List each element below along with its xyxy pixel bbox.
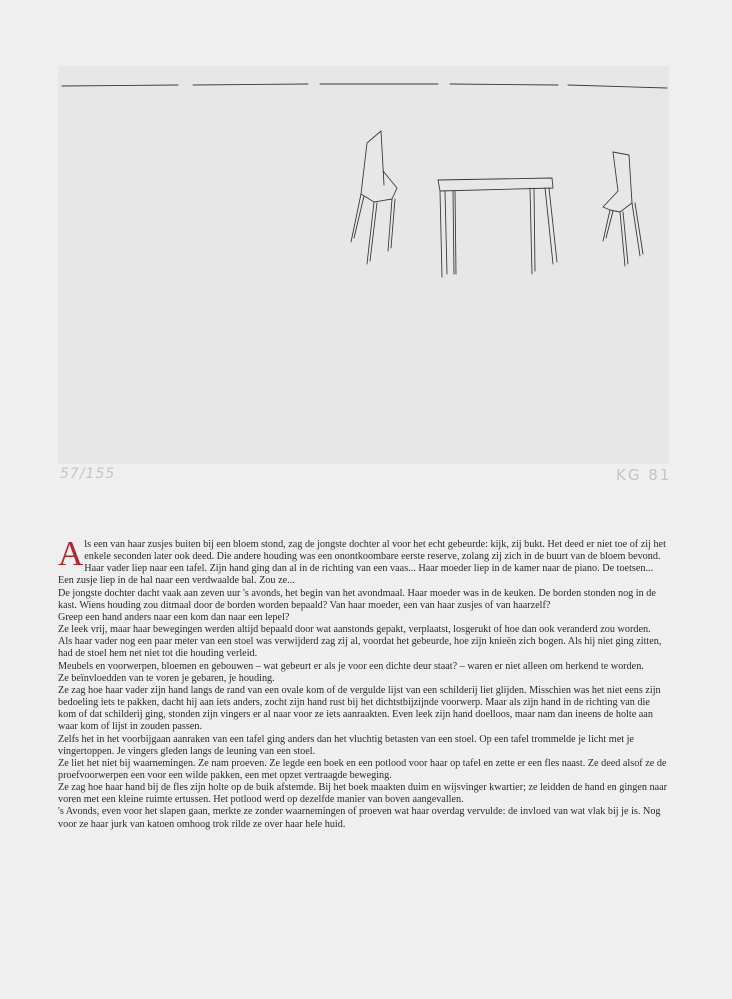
right-chair [603, 152, 643, 266]
table [438, 178, 557, 277]
story-text [58, 534, 670, 831]
paragraph: Zelfs het in het voorbijgaan aanraken van een tafel ging anders dan het vluchtig betasten van een stoel. Op een tafel trommelde je licht met je vingertoppen. Je vingers gleden langs de leuning van een stoel. [58, 733, 634, 757]
paragraph: Ze beïnvloedden van te voren je gebaren, je houding. [58, 672, 275, 684]
drawing-plate [58, 66, 669, 464]
artist-monogram: KG 81 [616, 466, 672, 484]
paragraph: Ze leek vrij, maar haar bewegingen werden altijd bepaald door wat aanstonds gepakt, verplaatst, losgerukt of hoe dan ook veranderd zou worden. [58, 624, 651, 636]
paragraph: 's Avonds, even voor het slapen gaan, merkte ze zonder waarnemingen of proeven wat haar overdag vervulde: de invloed van wat vlak bij je is. Nog voor ze haar jurk van katoen omhoog trok rilde ze over haar hele huid. [58, 806, 661, 830]
horizon-line [62, 84, 667, 88]
paragraph: Meubels en voorwerpen, bloemen en gebouwen – wat gebeurt er als je voor een dichte deur staat? – waren er niet alleen om herkend te worden. [58, 660, 644, 672]
drop-cap: A [58, 534, 84, 573]
paragraph: Ze zag hoe haar hand bij de fles zijn holte op de buik afstemde. Bij het boek maakten duim en wijsvinger kwartier; ze leidden de hand en gingen naar voren met een kleine ruimte ertussen. Het potlood werd op dezelfde manier van boven aangevallen. [58, 782, 668, 806]
paragraph: Ze liet het niet bij waarnemingen. Ze nam proeven. Ze legde een boek en een potlood voor haar op tafel en zette er een fles naast. Ze deed alsof ze de proefvoorwerpen een voor een wilde pakken, een met opzet vertraagde beweging. [58, 757, 667, 781]
left-chair [351, 131, 397, 264]
paragraph: De jongste dochter dacht vaak aan zeven uur 's avonds, het begin van het avondmaal. Haar moeder was in de keuken. De borden stonden nog in de kast. Wiens houding zou ditmaal door de borden worden bepaald? Van haar moeder, een van haar zusjes of van haarzelf? [58, 587, 656, 611]
line-drawing [58, 66, 669, 464]
paragraph: Greep een hand anders naar een kom dan naar een lepel? [58, 611, 290, 623]
first-paragraph [58, 534, 670, 573]
paragraph: Ze zag hoe haar vader zijn hand langs de rand van een ovale kom of de vergulde lijst van een schilderij liet glijden. Misschien was het niet eens zijn bedoeling iets te pakken, dacht hij aan iets anders, zocht zijn hand rust bij het dichtstbijzijnde voorwerp. Maar als zijn hand in de richting van die kom of dat schilderij ging, stonden zijn vingers er al naar voor ze iets aanraakten. Even leek zijn hand doelloos, maar nam dan ineens de holte aan waar kom of lijst in zouden passen. [58, 684, 661, 733]
first-paragraph-text: ls een van haar zusjes buiten bij een bloem stond, zag de jongste dochter al voor het echt gebeurde: kijk, zij bukt. Het deed er niet toe of zij het enkele seconden later ook deed. Die andere houding was een onontkoombare eerste reserve, zolang zij zich in de buurt van de bloem bevond. [84, 539, 666, 563]
paragraph: Als haar vader nog een paar meter van een stoel was verwijderd zag zij al, voordat het gebeurde, hoe zijn knieën zich bogen. Als hij niet ging zitten, had de stoel hem net niet tot die houding verleid. [58, 636, 662, 660]
paragraph: Haar vader liep naar een tafel. Zijn hand ging dan al in de richting van een vaas... Haar moeder liep in de kamer naar de piano. De toetsen... Een zusje liep in de hal naar een verdwaalde bal. Zou ze... [58, 563, 654, 587]
edition-number: 57/155 [60, 466, 116, 482]
